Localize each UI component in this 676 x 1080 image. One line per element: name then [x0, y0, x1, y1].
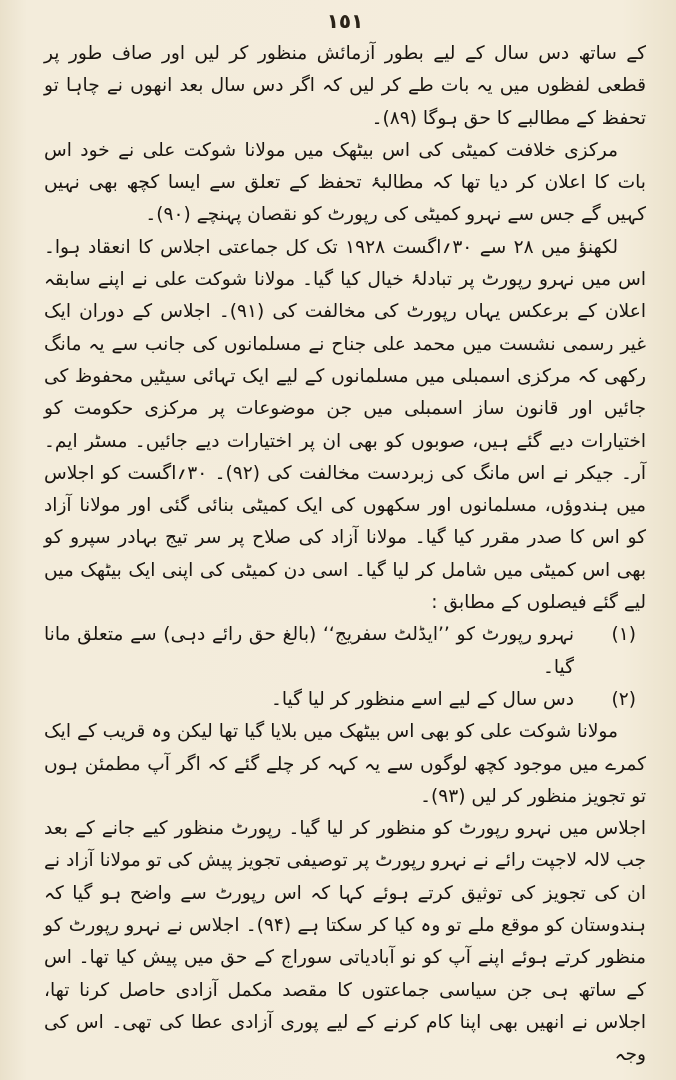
paragraph-shaukat-ali: مولانا شوکت علی کو بھی اس بیٹھک میں بلایا گیا تھا لیکن وہ قریب کے ایک کمرے میں موجود کچھ لوگوں سے یہ کہہ کر چلے گئے کہ اگر آپ مطمئن ہوں تو تجویز منظور کر لیں (۹۳)۔ — [44, 721, 646, 807]
paragraph-khilafat-committee: مرکزی خلافت کمیٹی کی اس بیٹھک میں مولانا شوکت علی نے خود اس بات کا اعلان کر دیا تھا کہ مطالبۂ تحفظ کے تعلق سے ایسا کچھ بھی نہیں کہیں گے جس سے نہرو کمیٹی کی رپورٹ کو نقصان پہنچے (۹۰)۔ — [44, 139, 646, 226]
list-item — [44, 684, 646, 716]
page-number: ١٥١ — [326, 9, 364, 33]
paragraph-report-approval: اجلاس میں نہرو رپورٹ کو منظور کر لیا گیا۔ رپورٹ منظور کیے جانے کے بعد جب لالہ لاجپت رائے نے نہرو رپورٹ پر توصیفی تجویز پیش کی تو مولانا آزاد نے ان کی تجویز کی توثیق کرتے ہوئے کہا کہ اس رپورٹ سے واضح ہو گیا کہ ہندوستان کو موقع ملے تو وہ کیا کر سکتا ہے (۹۴)۔ اجلاس نے نہرو رپورٹ کو منظور کرتے ہوئے اپنے آپ کو نو آبادیاتی سوراج کے حق میں پیش کیا تھا۔ اس کے ساتھ ہی جن سیاسی جماعتوں کا مقصد مکمل آزادی حاصل کرنا تھا، اجلاس نے انھیں بھی اپنا کام کرنے کے لیے پوری آزادی عطا کی تھی۔ اس کی وجہ — [44, 818, 646, 1066]
list-marker: (۱) — [611, 624, 636, 646]
list-item-text: نہرو رپورٹ کو ’’ایڈلٹ سفریج‘‘ (بالغ حق رائے دہی) سے متعلق مانا گیا۔ — [44, 624, 574, 678]
decisions-list — [44, 619, 646, 716]
list-marker: (۲) — [611, 688, 636, 710]
list-item-text: دس سال کے لیے اسے منظور کر لیا گیا۔ — [270, 688, 574, 710]
paragraph-lucknow-conference: لکھنؤ میں ۲۸ سے ۳۰؍اگست ۱۹۲۸ تک کل جماعتی اجلاس کا انعقاد ہوا۔ اس میں نہرو رپورٹ پر تبادلۂ خیال کیا گیا۔ مولانا شوکت علی نے اپنے سابقہ اعلان کے برعکس یہاں رپورٹ کی مخالفت کی (۹۱)۔ اجلاس کے دوران ایک غیر رسمی نشست میں محمد علی جناح نے مسلمانوں کی جانب سے یہ مانگ رکھی کہ مرکزی اسمبلی میں مسلمانوں کے لیے ایک تہائی سیٹیں محفوظ کی جائیں اور قانون ساز اسمبلی میں جن موضوعات پر مرکزی حکومت کو اختیارات دیے گئے ہیں، صوبوں کو بھی ان پر اختیارات دیے جائیں۔ مسٹر ایم۔ آر۔ جیکر نے اس مانگ کی زبردست مخالفت کی (۹۲)۔ ۳۰؍اگست کو اجلاس میں ہندوؤں، مسلمانوں اور سکھوں کی ایک کمیٹی بنائی گئی اور مولانا آزاد کو اس کا صدر مقرر کیا گیا۔ مولانا آزاد کی صلاح پر سر تیج بہادر سپرو کو بھی اس کمیٹی میں شامل کر لیا گیا۔ اسی دن کمیٹی کی اپنی ایک بیٹھک میں لیے گئے فیصلوں کے مطابق : — [44, 236, 647, 614]
page-body — [44, 38, 646, 1072]
paragraph-continuation: کے ساتھ دس سال کے لیے بطور آزمائش منظور کر لیں اور صاف طور پر قطعی لفظوں میں یہ بات طے کر لیں کہ اگر دس سال بعد انھوں نے چاہا تو تحفظ کے مطالبے کا حق ہوگا (۸۹)۔ — [44, 43, 646, 129]
list-item — [44, 619, 646, 684]
